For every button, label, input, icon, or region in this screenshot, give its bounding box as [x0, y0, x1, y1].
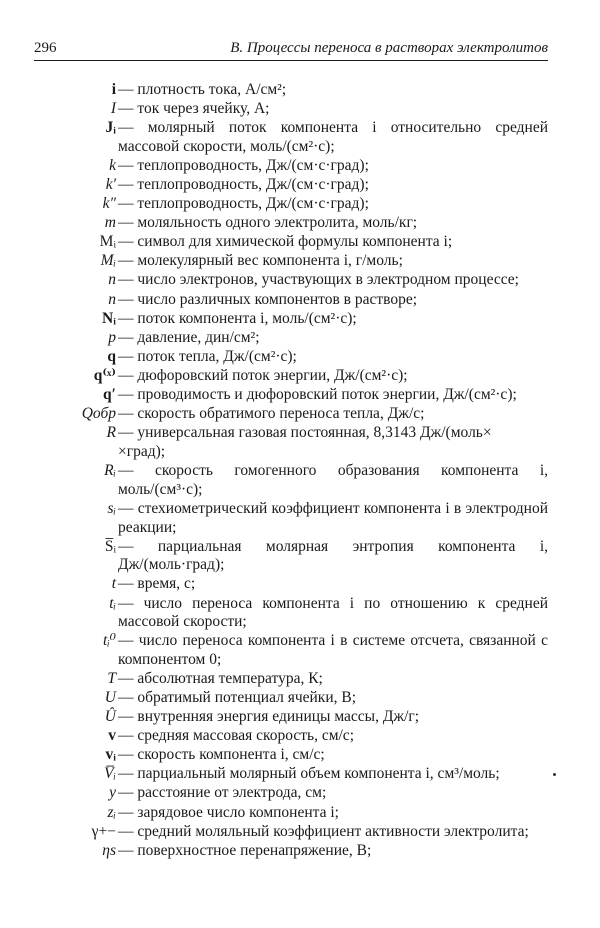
notation-definition: — ток через ячейку, А;: [118, 100, 600, 119]
notation-symbol: zᵢ: [107, 803, 116, 821]
notation-entry: [0, 804, 600, 823]
notation-symbol: Mᵢ: [100, 252, 116, 270]
notation-entry: [0, 765, 600, 784]
notation-definition: — дюфоровский поток энергии, Дж/(см²·с);: [118, 367, 600, 386]
notation-definition: — поток компонента i, моль/(см²·с);: [118, 310, 600, 329]
notation-entry: [0, 424, 600, 443]
notation-definition: — скорость компонента i, см/с;: [118, 746, 600, 765]
notation-symbol: tᵢ⁰: [103, 632, 116, 650]
notation-entry: [0, 100, 600, 119]
notation-definition: — теплопроводность, Дж/(см·с·град);: [118, 195, 600, 214]
notation-symbol: m: [104, 214, 116, 232]
notation-entry: [0, 157, 600, 176]
notation-symbol: p: [108, 328, 116, 346]
notation-symbol: tᵢ: [109, 594, 116, 612]
notation-definition: — средняя массовая скорость, см/с;: [118, 727, 600, 746]
notation-definition: — внутренняя энергия единицы массы, Дж/г;: [118, 708, 600, 727]
notation-entry: [0, 81, 600, 100]
notation-definition: — поток тепла, Дж/(см²·с);: [118, 348, 600, 367]
notation-symbol: T: [107, 669, 116, 687]
notation-list: [0, 81, 600, 861]
notation-symbol: U: [104, 689, 116, 706]
notation-definition: — число переноса компонента i в системе отсчета, связанной с компонентом 0;: [118, 632, 600, 669]
notation-entry: [0, 119, 600, 156]
notation-symbol: n: [108, 271, 116, 289]
notation-entry: [0, 689, 600, 708]
notation-definition: ×град);: [118, 443, 166, 461]
notation-definition: — средний моляльный коэффициент активности электролита;: [118, 823, 600, 842]
notation-symbol: k: [109, 156, 116, 174]
notation-entry: [0, 575, 600, 594]
notation-symbol: y: [109, 784, 116, 802]
notation-definition: — поверхностное перенапряжение, В;: [118, 842, 600, 861]
notation-symbol: Qобр: [81, 405, 116, 423]
notation-entry: [0, 348, 600, 367]
header-divider: [34, 60, 548, 61]
notation-definition: — абсолютная температура, К;: [118, 670, 600, 689]
notation-entry: [0, 727, 600, 746]
notation-symbol: S̅ᵢ: [104, 537, 116, 555]
notation-entry: [0, 310, 600, 329]
notation-entry: [0, 252, 600, 271]
page-number: 296: [34, 40, 57, 56]
notation-definition: — молекулярный вес компонента i, г/моль;: [118, 252, 600, 271]
notation-entry: [0, 823, 600, 842]
print-speck: [553, 773, 556, 776]
notation-entry: [0, 746, 600, 765]
notation-entry: [0, 214, 600, 233]
notation-entry: [0, 443, 600, 462]
notation-entry: [0, 500, 600, 537]
notation-definition: — стехиометрический коэффициент компонента i в электродной реакции;: [118, 500, 600, 537]
notation-definition: — давление, дин/см²;: [118, 329, 600, 348]
notation-entry: [0, 386, 600, 405]
notation-entry: [0, 291, 600, 310]
notation-symbol: I: [110, 100, 116, 118]
notation-symbol: n: [108, 290, 116, 308]
notation-definition: — скорость обратимого переноса тепла, Дж/с;: [118, 405, 600, 424]
notation-definition: — теплопроводность, Дж/(см·с·град);: [118, 157, 600, 176]
notation-definition: — скорость гомогенного образования компонента i, моль/(см³·с);: [118, 462, 600, 499]
notation-definition: — молярный поток компонента i относительно средней массовой скорости, моль/(см²·с);: [118, 119, 600, 156]
notation-symbol: γ+−: [91, 822, 116, 840]
notation-symbol: R: [106, 424, 116, 442]
chapter-title: В. Процессы переноса в растворах электролитов: [230, 40, 548, 56]
notation-symbol: [0, 443, 118, 462]
notation-symbol: k′: [105, 175, 116, 193]
notation-entry: [0, 367, 600, 386]
notation-symbol: q′: [103, 386, 116, 403]
notation-symbol: q⁽ˣ⁾: [93, 366, 116, 384]
notation-definition: — теплопроводность, Дж/(см·с·град);: [118, 176, 600, 195]
notation-symbol: v: [108, 727, 116, 745]
notation-definition: — обратимый потенциал ячейки, В;: [118, 689, 600, 708]
notation-entry: [0, 271, 600, 290]
notation-entry: [0, 405, 600, 424]
notation-entry: [0, 176, 600, 195]
notation-symbol: Nᵢ: [102, 309, 116, 327]
notation-definition: — моляльность одного электролита, моль/кг;: [118, 214, 600, 233]
notation-symbol: t: [111, 575, 116, 593]
notation-definition: — парциальная молярная энтропия компонента i, Дж/(моль·град);: [118, 538, 600, 575]
notation-entry: [0, 842, 600, 861]
notation-symbol: Jᵢ: [105, 119, 116, 137]
notation-entry: [0, 595, 600, 632]
notation-definition: — плотность тока, А/см²;: [118, 81, 600, 100]
notation-definition: — число различных компонентов в растворе;: [118, 291, 600, 310]
notation-symbol: vᵢ: [105, 746, 116, 764]
notation-entry: [0, 329, 600, 348]
notation-entry: [0, 632, 600, 669]
notation-symbol: q: [107, 347, 116, 365]
notation-symbol: k″: [102, 195, 116, 213]
notation-definition: — число переноса компонента i по отношению к средней массовой скорости;: [118, 595, 600, 632]
notation-definition: — зарядовое число компонента i;: [118, 804, 600, 823]
notation-symbol: Mᵢ: [99, 233, 116, 251]
notation-definition: — универсальная газовая постоянная, 8,3143 Дж/(моль×: [118, 424, 600, 443]
notation-entry: [0, 708, 600, 727]
notation-entry: [0, 784, 600, 803]
notation-symbol: Û: [104, 708, 116, 726]
notation-entry: [0, 462, 600, 499]
notation-definition: — проводимость и дюфоровский поток энергии, Дж/(см²·с);: [118, 386, 600, 405]
notation-entry: [0, 195, 600, 214]
notation-definition: — расстояние от электрода, см;: [118, 784, 600, 803]
notation-symbol: Rᵢ: [104, 462, 116, 480]
notation-definition: — символ для химической формулы компонента i;: [118, 233, 600, 252]
notation-symbol: V̅ᵢ: [104, 765, 116, 783]
notation-entry: [0, 538, 600, 575]
notation-symbol: i: [111, 81, 116, 98]
notation-definition: — время, с;: [118, 575, 600, 594]
notation-symbol: ηs: [102, 841, 116, 859]
notation-symbol: sᵢ: [107, 500, 116, 518]
running-header: [34, 38, 548, 58]
notation-entry: [0, 233, 600, 252]
notation-definition: — число электронов, участвующих в электродном процессе;: [118, 271, 600, 290]
notation-definition: — парциальный молярный объем компонента i, см³/моль;: [118, 765, 600, 784]
notation-entry: [0, 670, 600, 689]
